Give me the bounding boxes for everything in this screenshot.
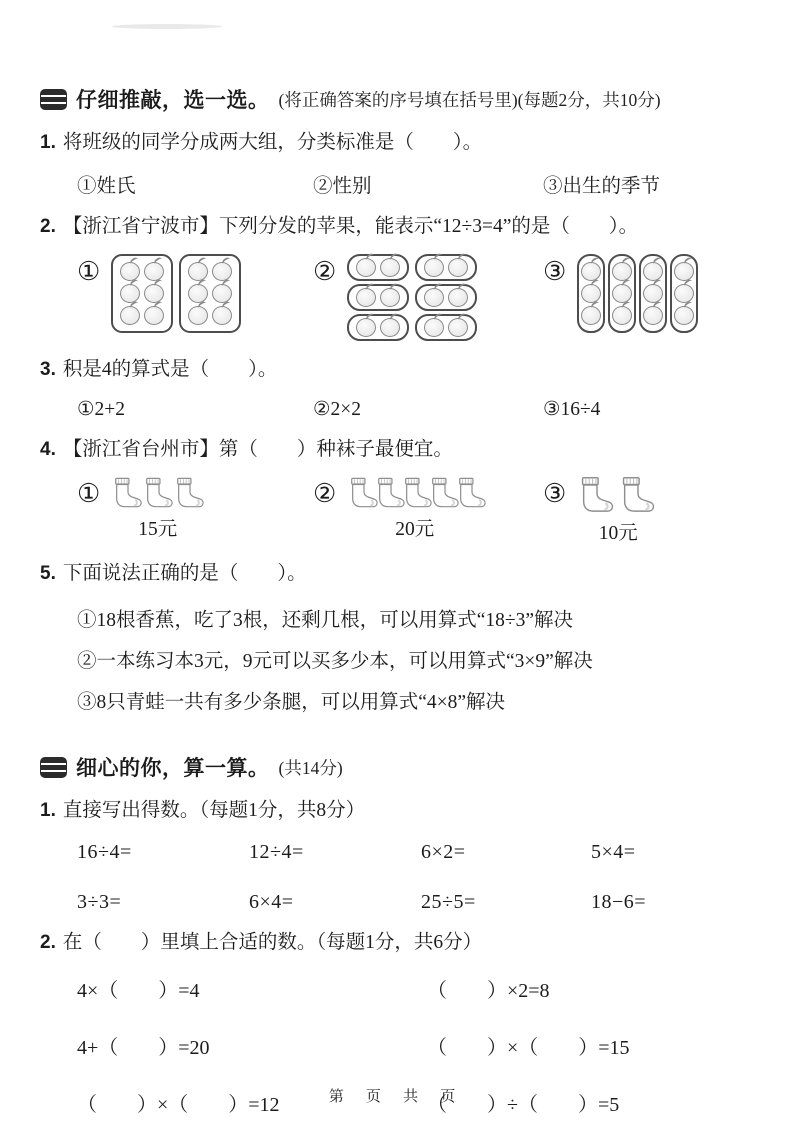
question-2-text: 【浙江省宁波市】下列分发的苹果，能表示“12÷3=4”的是（ ）。 xyxy=(62,216,639,238)
question-3 xyxy=(40,356,755,384)
question-1-options xyxy=(77,170,755,198)
option-2: ②2×2 xyxy=(313,398,361,420)
apple-group-2 xyxy=(347,254,477,341)
question-2-number: 2. xyxy=(40,216,56,238)
section1-header xyxy=(40,84,755,114)
apple-group-3 xyxy=(577,254,698,333)
circled-3-label: ③ xyxy=(543,479,567,509)
circled-2-label: ② xyxy=(313,479,337,509)
equation: 25÷5= xyxy=(421,891,476,914)
socks-illustration xyxy=(111,476,204,510)
fill-equation: 4×（ ）=4 xyxy=(77,979,200,1002)
scan-artifact xyxy=(112,24,222,29)
fill-equation: （ ）÷（ ）=5 xyxy=(427,1093,620,1116)
question-4-text: 【浙江省台州市】第（ ）种袜子最便宜。 xyxy=(62,438,453,460)
sock-option-3 xyxy=(543,476,659,545)
statement-1: ①18根香蕉，吃了3根，还剩几根，可以用算式“18÷3”解决 xyxy=(77,610,574,632)
fill-equation: （ ）×（ ）=12 xyxy=(77,1093,280,1116)
question-1-text: 将班级的同学分成两大组，分类标准是（ ）。 xyxy=(62,132,483,153)
price-label: 10元 xyxy=(598,523,638,545)
question-4 xyxy=(40,436,755,464)
section2-question-2 xyxy=(40,929,755,957)
question-2-figures xyxy=(77,254,755,341)
question-text: 直接写出得数。（每题1分，共8分） xyxy=(62,800,366,822)
section2-question-1 xyxy=(40,797,755,825)
question-4-number: 4. xyxy=(40,438,56,460)
socks-illustration xyxy=(577,476,659,514)
question-1-number: 1. xyxy=(40,132,56,153)
apple-option-2 xyxy=(313,254,543,341)
question-5 xyxy=(40,560,755,588)
question-3-number: 3. xyxy=(40,358,56,380)
question-5-text: 下面说法正确的是（ ）。 xyxy=(62,563,307,585)
sock-group-2 xyxy=(347,476,482,541)
option-3: ③出生的季节 xyxy=(543,176,661,198)
question-number: 2. xyxy=(40,932,56,954)
section2-header xyxy=(40,752,755,782)
sock-group-3 xyxy=(577,476,659,545)
circled-2-label: ② xyxy=(313,256,337,286)
section2-note: (共14分) xyxy=(278,757,343,778)
question-5-number: 5. xyxy=(40,563,56,585)
circled-1-label: ① xyxy=(77,479,101,509)
circled-3-label: ③ xyxy=(543,256,567,286)
equation: 6×2= xyxy=(421,841,466,864)
book-stack-icon xyxy=(40,757,67,778)
equation: 16÷4= xyxy=(77,841,132,864)
equation: 18−6= xyxy=(591,891,647,914)
sock-group-1 xyxy=(111,476,204,541)
fill-equation: （ ）×（ ）=15 xyxy=(427,1036,630,1059)
question-1 xyxy=(40,129,755,157)
option-1: ①姓氏 xyxy=(77,176,136,198)
fill-equation: （ ）×2=8 xyxy=(427,979,550,1002)
equation: 6×4= xyxy=(249,891,294,914)
section2-title: 细心的你，算一算。 xyxy=(76,757,270,781)
apple-option-3 xyxy=(543,254,698,333)
equation: 12÷4= xyxy=(249,841,304,864)
question-4-figures xyxy=(77,476,755,545)
price-label: 20元 xyxy=(395,519,435,541)
equation: 5×4= xyxy=(591,841,636,864)
statement-2: ②一本练习本3元，9元可以买多少本，可以用算式“3×9”解决 xyxy=(77,651,593,673)
question-5-options xyxy=(77,601,755,724)
section1-note: (将正确答案的序号填在括号里)(每题2分，共10分) xyxy=(278,89,661,110)
apple-group-1 xyxy=(111,254,241,333)
option-3: ③16÷4 xyxy=(543,398,601,420)
option-1: ①2+2 xyxy=(77,398,125,420)
question-2 xyxy=(40,213,755,241)
circled-1-label: ① xyxy=(77,256,101,286)
equation: 3÷3= xyxy=(77,891,122,914)
sock-option-1 xyxy=(77,476,313,541)
question-text: 在（ ）里填上合适的数。（每题1分，共6分） xyxy=(62,932,483,954)
question-number: 1. xyxy=(40,800,56,822)
question-3-options xyxy=(77,397,755,421)
sock-option-2 xyxy=(313,476,543,541)
price-label: 15元 xyxy=(138,519,178,541)
section1-title: 仔细推敲，选一选。 xyxy=(76,89,270,112)
socks-illustration xyxy=(347,476,482,510)
page-footer: 第 页 共 页 xyxy=(328,1088,465,1105)
calculation-grid xyxy=(77,841,755,914)
option-2: ②性别 xyxy=(313,176,372,198)
apple-option-1 xyxy=(77,254,313,333)
question-3-text: 积是4的算式是（ ）。 xyxy=(62,358,278,380)
book-stack-icon xyxy=(40,89,67,110)
statement-3: ③8只青蛙一共有多少条腿，可以用算式“4×8”解决 xyxy=(77,692,506,714)
fill-equation: 4+（ ）=20 xyxy=(77,1036,210,1059)
